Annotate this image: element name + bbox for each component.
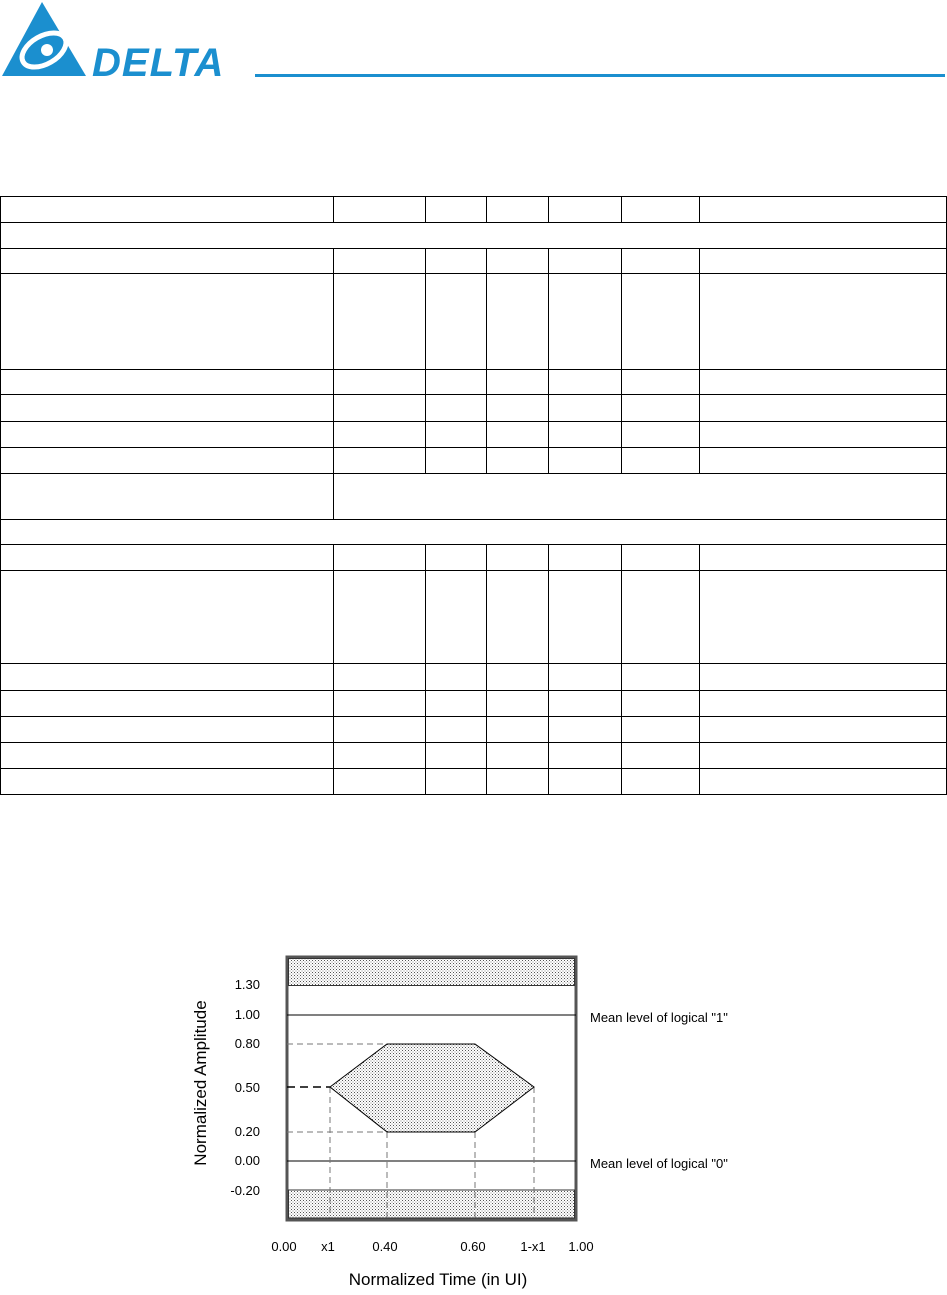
- x-tick-0-40: 0.40: [372, 1239, 398, 1254]
- lower-mask-band: [289, 1190, 575, 1218]
- x-tick-0-00: 0.00: [271, 1239, 297, 1254]
- note-logical-zero: Mean level of logical "0": [590, 1156, 728, 1171]
- upper-mask-band: [289, 959, 575, 986]
- y-tick-0-80: 0.80: [234, 1036, 260, 1051]
- y-tick-1-00: 1.00: [234, 1007, 260, 1022]
- y-tick-0-00: 0.00: [234, 1153, 260, 1168]
- x-tick-1-00: 1.00: [568, 1239, 594, 1254]
- brand-wordmark: DELTA: [92, 41, 225, 80]
- note-logical-one: Mean level of logical "1": [590, 1010, 728, 1025]
- y-tick-0-20: 0.20: [234, 1124, 260, 1139]
- x-tick-0-60: 0.60: [460, 1239, 486, 1254]
- y-tick-1-30: 1.30: [234, 977, 260, 992]
- x-tick-1-x1: 1-x1: [520, 1239, 546, 1254]
- x-tick-x1: x1: [321, 1239, 335, 1254]
- y-tick-neg-0-20: -0.20: [230, 1183, 260, 1198]
- y-axis-title: Normalized Amplitude: [191, 1000, 210, 1166]
- y-tick-0-50: 0.50: [234, 1080, 260, 1095]
- x-axis-title: Normalized Time (in UI): [348, 1270, 528, 1289]
